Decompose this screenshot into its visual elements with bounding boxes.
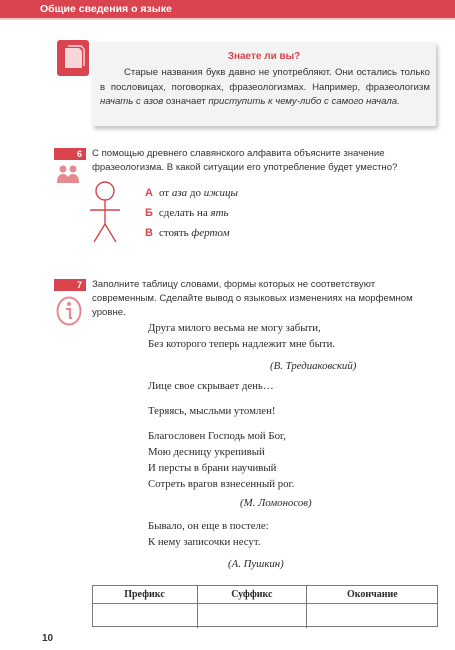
poem-line: Теряясь, мысльми утомлен! — [148, 405, 276, 417]
answer-italic: ять — [210, 207, 229, 219]
stick-figure-illustration — [84, 180, 126, 244]
poem-pushkin — [148, 518, 269, 550]
poem-line: Друга милого весьма не могу забыти, — [148, 322, 321, 334]
info-icon — [56, 296, 82, 326]
table-cell[interactable] — [306, 604, 438, 629]
table-header-prefix: Префикс — [92, 585, 198, 604]
infobox-title: Знаете ли вы? — [227, 51, 301, 62]
table-row — [92, 604, 438, 629]
poem-line: Без которого теперь надлежит мне быти. — [148, 338, 336, 350]
document-icon — [57, 40, 89, 76]
poem-line: Мою десницу укрепивый — [148, 446, 265, 458]
answer-letter: Б — [145, 207, 153, 219]
answer-letter: В — [145, 227, 153, 239]
poem-lomonosov-2 — [148, 403, 275, 419]
poem-line: Лице свое скрывает день… — [148, 380, 274, 392]
did-you-know-box — [92, 42, 436, 126]
header-bar — [0, 0, 455, 18]
answer-b — [145, 203, 238, 223]
infobox-example-b: приступить к чему-либо с самого начала. — [208, 96, 400, 107]
answer-italic: ижицы — [203, 187, 238, 199]
header-divider — [0, 18, 455, 20]
attribution-pushkin: (А. Пушкин) — [228, 558, 284, 570]
table-cell[interactable] — [92, 604, 198, 629]
poem-lomonosov-3 — [148, 428, 294, 492]
exercise-number-6: 6 — [54, 148, 86, 160]
poem-line: Благословен Господь мой Бог, — [148, 430, 286, 442]
answer-text: от — [158, 187, 172, 199]
answer-italic: фертом — [191, 227, 230, 239]
infobox-line: Старые названия букв давно не употребляют. Они остались только в пословицах, поговорках, фразеологизмах. Например, фразеологизм — [100, 67, 430, 93]
table-header-suffix: Суффикс — [198, 585, 307, 604]
poem-lomonosov-1 — [148, 378, 274, 394]
exercise-number-7: 7 — [54, 279, 86, 291]
infobox-middle: означает — [163, 96, 209, 107]
exercise-7-text: Заполните таблицу словами, формы которых не соответствуют современным. Сделайте вывод о языковых изменениях на морфемном уровне. — [92, 279, 413, 318]
morpheme-table — [92, 585, 438, 628]
page-number: 10 — [42, 633, 54, 644]
answer-a — [145, 183, 238, 203]
attribution-lomonosov: (М. Ломоносов) — [240, 497, 312, 509]
answer-text: сделать на — [158, 207, 211, 219]
answer-text: стоять — [158, 227, 192, 239]
poem-line: Бывало, он еще в постеле: — [148, 520, 269, 532]
answer-text: до — [187, 187, 204, 199]
poem-line: Сотреть врагов взнесенный рог. — [148, 478, 295, 490]
poem-trediakovsky — [148, 320, 335, 352]
infobox-example-a: начать с азов — [100, 96, 164, 107]
pair-work-icon — [56, 164, 80, 184]
answer-italic: аза — [171, 187, 188, 199]
infobox-text — [100, 66, 430, 110]
table-cell[interactable] — [198, 604, 307, 629]
attribution-trediakovsky: (В. Тредиаковский) — [270, 360, 357, 372]
poem-line: И персты в брани научивый — [148, 462, 277, 474]
section-title: Общие сведения о языке — [40, 3, 172, 15]
table-header-ending: Окончание — [346, 588, 398, 600]
exercise-6-text: С помощью древнего славянского алфавита объясните значение фразеологизма. В какой ситуации его употребление будет уместно? — [92, 148, 398, 173]
answer-v — [145, 223, 238, 243]
poem-line: К нему записочки несут. — [148, 536, 261, 548]
answer-list — [145, 183, 238, 243]
answer-letter: А — [145, 187, 153, 199]
